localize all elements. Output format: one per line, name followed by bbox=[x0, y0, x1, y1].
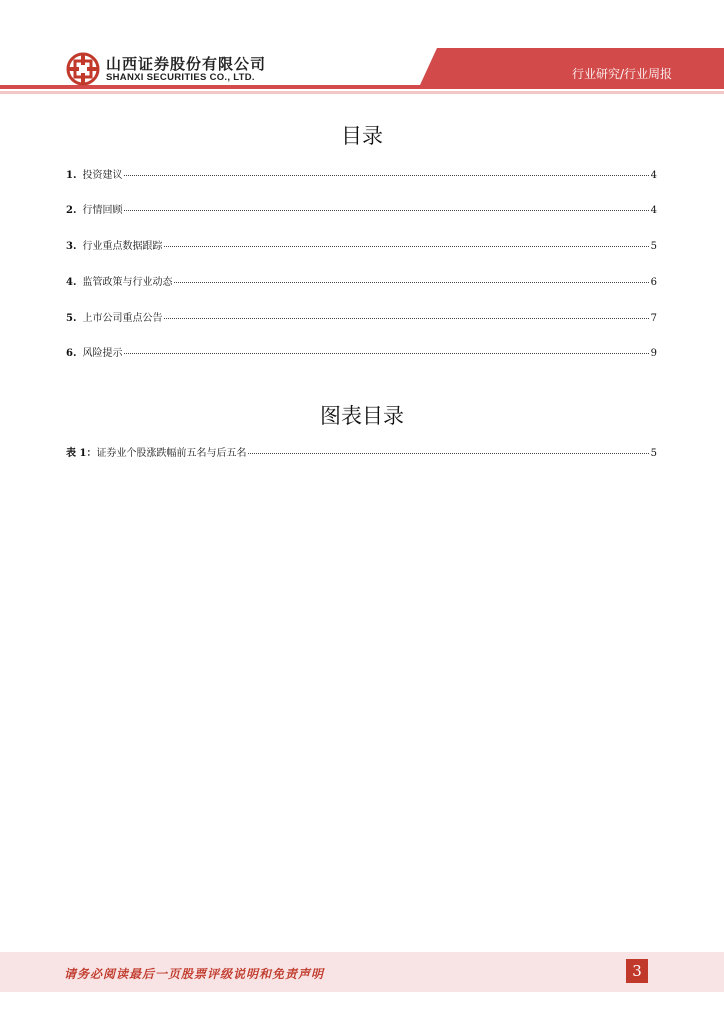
toc-item-number: 4. bbox=[66, 277, 77, 288]
toc-item-label: 风险提示 bbox=[82, 348, 123, 359]
toc-item-page: 6 bbox=[650, 277, 657, 288]
toc-leader-dots bbox=[164, 237, 648, 247]
toc-item-label: 监管政策与行业动态 bbox=[82, 277, 173, 288]
figure-item[interactable] bbox=[66, 446, 657, 460]
page-header bbox=[0, 0, 724, 100]
toc-item-number: 6. bbox=[66, 348, 77, 359]
toc-item[interactable] bbox=[66, 203, 657, 217]
toc-item-number: 1. bbox=[66, 170, 77, 181]
toc-item-page: 7 bbox=[650, 313, 657, 324]
footer-disclaimer: 请务必阅读最后一页股票评级说明和免责声明 bbox=[64, 967, 325, 981]
figure-item-page: 5 bbox=[650, 448, 657, 459]
report-category: 行业研究/行业周报 bbox=[571, 67, 672, 81]
toc-item-label: 上市公司重点公告 bbox=[82, 313, 163, 324]
figure-item-number: 表 1： bbox=[66, 448, 97, 459]
toc-item-page: 9 bbox=[650, 348, 657, 359]
toc-item-label: 行情回顾 bbox=[82, 205, 123, 216]
toc-item-page: 4 bbox=[650, 170, 657, 181]
toc-leader-dots bbox=[124, 166, 648, 176]
toc-leader-dots bbox=[164, 309, 648, 319]
toc-leader-dots bbox=[248, 444, 648, 454]
page-number: 3 bbox=[626, 959, 648, 983]
figures-title: 图表目录 bbox=[320, 404, 404, 428]
toc-item[interactable] bbox=[66, 346, 657, 360]
toc-item-page: 5 bbox=[650, 241, 657, 252]
toc-leader-dots bbox=[124, 344, 648, 354]
toc-item[interactable] bbox=[66, 239, 657, 253]
company-name-en: SHANXI SECURITIES CO., LTD. bbox=[106, 72, 255, 83]
toc-item-page: 4 bbox=[650, 205, 657, 216]
toc-leader-dots bbox=[124, 201, 648, 211]
toc-item[interactable] bbox=[66, 275, 657, 289]
toc-leader-dots bbox=[174, 273, 648, 283]
figure-item-label: 证券业个股涨跌幅前五名与后五名 bbox=[96, 448, 247, 459]
shanxi-securities-logo-icon bbox=[66, 52, 100, 86]
toc-item[interactable] bbox=[66, 168, 657, 182]
toc-item[interactable] bbox=[66, 311, 657, 325]
toc-item-label: 投资建议 bbox=[82, 170, 123, 181]
toc-item-label: 行业重点数据跟踪 bbox=[82, 241, 163, 252]
company-name-cn: 山西证券股份有限公司 bbox=[106, 55, 267, 73]
toc-item-number: 3. bbox=[66, 241, 77, 252]
toc-item-number: 2. bbox=[66, 205, 77, 216]
toc-title: 目录 bbox=[341, 124, 383, 148]
toc-item-number: 5. bbox=[66, 313, 77, 324]
